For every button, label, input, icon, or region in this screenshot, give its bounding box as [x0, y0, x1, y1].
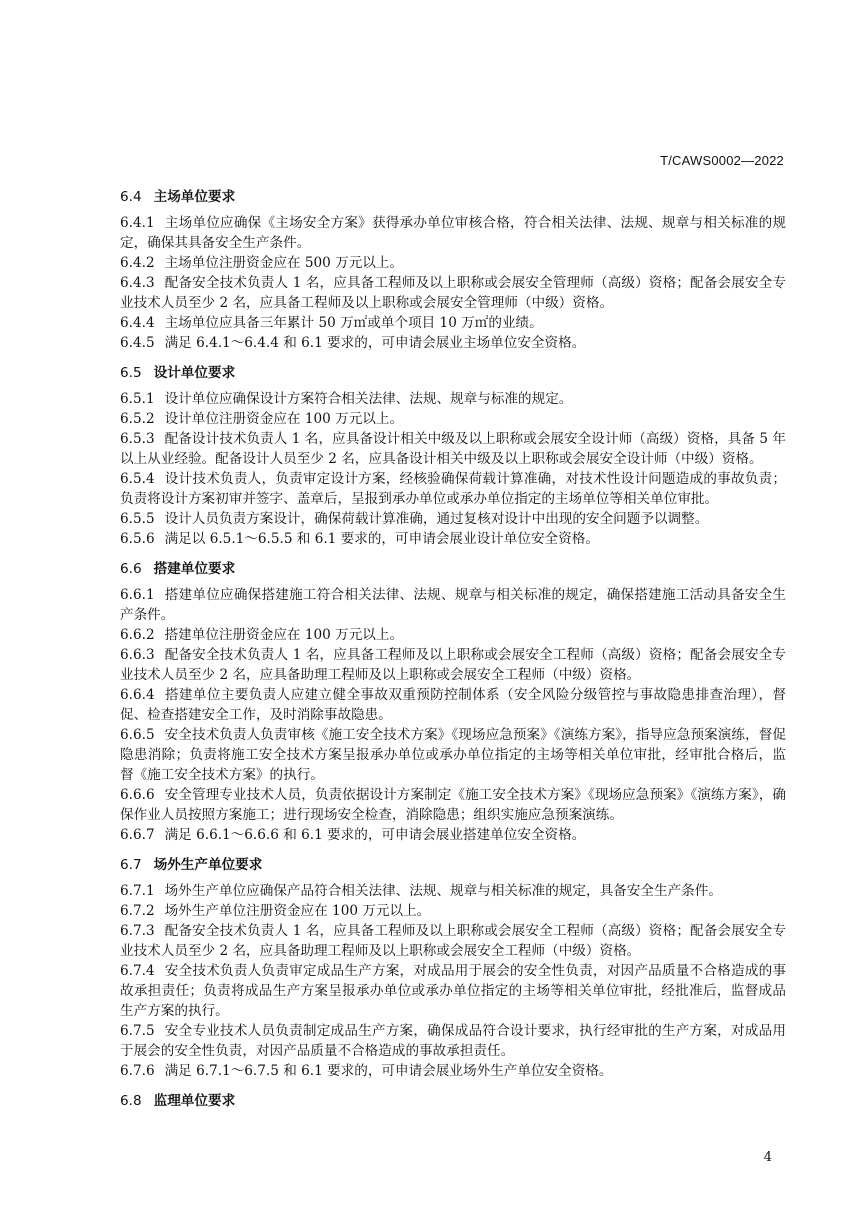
- clause-text: 搭建单位注册资金应在 100 万元以上。: [164, 627, 404, 643]
- clause-number: 6.6.7: [120, 827, 155, 843]
- section-number: 6.8: [120, 1093, 142, 1109]
- clause-number: 6.5.6: [120, 531, 155, 547]
- section-title: 主场单位要求: [153, 189, 236, 205]
- clause: [120, 389, 786, 409]
- section-number: 6.7: [120, 857, 142, 873]
- clause-number: 6.7.5: [120, 1023, 155, 1039]
- clause-text: 设计单位注册资金应在 100 万元以上。: [164, 411, 404, 427]
- clause: [120, 1021, 786, 1061]
- clause-text: 配备安全技术负责人 1 名，应具备工程师及以上职称或会展安全管理师（高级）资格；配备会展安全专业技术人员至少 2 名，应具备工程师及以上职称或会展安全管理师（中级）资格。: [120, 275, 786, 311]
- clause: [120, 529, 786, 549]
- clause-number: 6.6.5: [120, 727, 155, 743]
- clause: [120, 645, 786, 685]
- clause-number: 6.6.1: [120, 587, 155, 603]
- clause: [120, 825, 786, 845]
- section-spacer: [120, 1081, 786, 1087]
- clause: [120, 409, 786, 429]
- document-body: [120, 183, 786, 1117]
- clause-number: 6.5.3: [120, 431, 155, 447]
- clause-text: 满足以 6.5.1～6.5.5 和 6.1 要求的，可申请会展业设计单位安全资格。: [164, 531, 599, 547]
- clause-text: 配备安全技术负责人 1 名，应具备工程师及以上职称或会展安全工程师（高级）资格；配备会展安全专业技术人员至少 2 名，应具备助理工程师及以上职称或会展安全工程师（中级）资格。: [120, 647, 786, 683]
- clause-text: 配备设计技术负责人 1 名，应具备设计相关中级及以上职称或会展安全设计师（高级）资格，具备 5 年以上从业经验。配备设计人员至少 2 名，应具备设计相关中级及以上职称或会展安全设计师（中级）资格。: [120, 431, 786, 467]
- clause: [120, 333, 786, 353]
- clause: [120, 313, 786, 333]
- clause: [120, 273, 786, 313]
- clause-text: 安全专业技术人员负责制定成品生产方案，确保成品符合设计要求，执行经审批的生产方案，对成品用于展会的安全性负责，对因产品质量不合格造成的事故承担责任。: [120, 1023, 786, 1059]
- section-spacer: [120, 845, 786, 851]
- clause-number: 6.7.4: [120, 963, 155, 979]
- section-spacer: [120, 549, 786, 555]
- clause-number: 6.7.6: [120, 1063, 155, 1079]
- section-title: 场外生产单位要求: [153, 857, 263, 873]
- clause-number: 6.7.3: [120, 923, 155, 939]
- clause: [120, 961, 786, 1021]
- clause-number: 6.4.4: [120, 315, 155, 331]
- clause-text: 安全技术负责人负责审核《施工安全技术方案》《现场应急预案》《演练方案》，指导应急预案演练，督促隐患消除；负责将施工安全技术方案呈报承办单位或承办单位指定的主场等相关单位审批，经审批合格后，监督《施工安全技术方案》的执行。: [120, 727, 786, 783]
- section-number: 6.5: [120, 365, 142, 381]
- clause-text: 满足 6.4.1～6.4.4 和 6.1 要求的，可申请会展业主场单位安全资格。: [164, 335, 586, 351]
- clause-text: 主场单位应确保《主场安全方案》获得承办单位审核合格，符合相关法律、法规、规章与相关标准的规定，确保其具备安全生产条件。: [120, 215, 786, 251]
- clause: [120, 901, 786, 921]
- clause-text: 设计技术负责人，负责审定设计方案，经核验确保荷载计算准确，对技术性设计问题造成的事故负责；负责将设计方案初审并签字、盖章后，呈报到承办单位或承办单位指定的主场单位等相关单位审批。: [120, 471, 786, 507]
- clause-number: 6.6.2: [120, 627, 155, 643]
- clause-text: 满足 6.7.1～6.7.5 和 6.1 要求的，可申请会展业场外生产单位安全资格。: [164, 1063, 613, 1079]
- clause: [120, 585, 786, 625]
- clause-text: 场外生产单位注册资金应在 100 万元以上。: [164, 903, 431, 919]
- clause-number: 6.7.1: [120, 883, 155, 899]
- clause: [120, 429, 786, 469]
- clause: [120, 725, 786, 785]
- clause-number: 6.6.3: [120, 647, 155, 663]
- clause-number: 6.4.3: [120, 275, 155, 291]
- clause-text: 主场单位应具备三年累计 50 万㎡或单个项目 10 万㎡的业绩。: [164, 315, 543, 331]
- clause-text: 搭建单位应确保搭建施工符合相关法律、法规、规章与相关标准的规定，确保搭建施工活动具备安全生产条件。: [120, 587, 786, 623]
- clause-text: 设计单位应确保设计方案符合相关法律、法规、规章与标准的规定。: [164, 391, 573, 407]
- document-code: T/CAWS0002—2022: [660, 153, 784, 168]
- clause-number: 6.5.2: [120, 411, 155, 427]
- clause-number: 6.5.5: [120, 511, 155, 527]
- section-heading: [120, 363, 786, 383]
- clause: [120, 881, 786, 901]
- clause: [120, 785, 786, 825]
- clause: [120, 469, 786, 509]
- clause-text: 安全管理专业技术人员，负责依据设计方案制定《施工安全技术方案》《现场应急预案》《演练方案》，确保作业人员按照方案施工；进行现场安全检查，消除隐患；组织实施应急预案演练。: [120, 787, 786, 823]
- section-spacer: [120, 353, 786, 359]
- section-heading: [120, 1091, 786, 1111]
- clause-number: 6.7.2: [120, 903, 155, 919]
- section-title: 搭建单位要求: [153, 561, 236, 577]
- clause-text: 安全技术负责人负责审定成品生产方案，对成品用于展会的安全性负责，对因产品质量不合格造成的事故承担责任；负责将成品生产方案呈报承办单位或承办单位指定的主场等相关单位审批，经批准后，监督成品生产方案的执行。: [120, 963, 786, 1019]
- section-title: 监理单位要求: [153, 1093, 236, 1109]
- section-title: 设计单位要求: [153, 365, 236, 381]
- clause-number: 6.6.6: [120, 787, 155, 803]
- clause: [120, 1061, 786, 1081]
- clause: [120, 213, 786, 253]
- section-number: 6.4: [120, 189, 142, 205]
- clause-number: 6.6.4: [120, 687, 155, 703]
- clause: [120, 685, 786, 725]
- clause: [120, 921, 786, 961]
- clause-number: 6.4.1: [120, 215, 155, 231]
- page-number: 4: [763, 1150, 772, 1165]
- clause: [120, 253, 786, 273]
- section-heading: [120, 855, 786, 875]
- section-number: 6.6: [120, 561, 142, 577]
- clause: [120, 625, 786, 645]
- clause-number: 6.4.2: [120, 255, 155, 271]
- clause-text: 配备安全技术负责人 1 名，应具备工程师及以上职称或会展安全工程师（高级）资格；配备会展安全专业技术人员至少 2 名，应具备助理工程师及以上职称或会展安全工程师（中级）资格。: [120, 923, 786, 959]
- clause-text: 设计人员负责方案设计，确保荷载计算准确，通过复核对设计中出现的安全问题予以调整。: [164, 511, 709, 527]
- clause: [120, 509, 786, 529]
- clause-text: 满足 6.6.1～6.6.6 和 6.1 要求的，可申请会展业搭建单位安全资格。: [164, 827, 586, 843]
- clause-text: 主场单位注册资金应在 500 万元以上。: [164, 255, 404, 271]
- section-heading: [120, 559, 786, 579]
- clause-text: 搭建单位主要负责人应建立健全事故双重预防控制体系（安全风险分级管控与事故隐患排查治理），督促、检查搭建安全工作，及时消除事故隐患。: [120, 687, 786, 723]
- clause-number: 6.5.1: [120, 391, 155, 407]
- clause-text: 场外生产单位应确保产品符合相关法律、法规、规章与相关标准的规定，具备安全生产条件。: [164, 883, 722, 899]
- clause-number: 6.4.5: [120, 335, 155, 351]
- section-heading: [120, 187, 786, 207]
- clause-number: 6.5.4: [120, 471, 155, 487]
